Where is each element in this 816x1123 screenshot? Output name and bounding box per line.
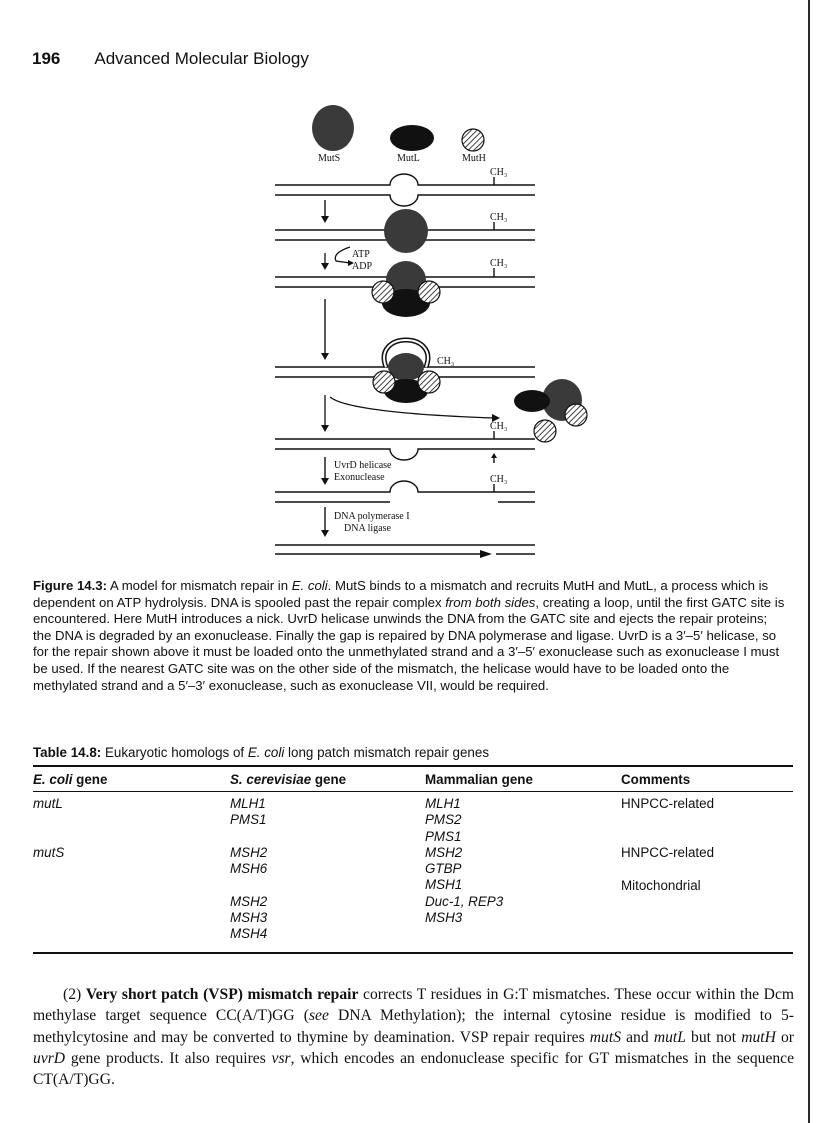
ch3-label: CH₃ [490,421,508,432]
mammal-entry: Duc-1, REP3 [425,893,504,909]
table-cell-comment: HNPCC-related [621,796,715,811]
col-header-scer [230,772,346,787]
muth-ejected-right [565,404,587,426]
mutl-ejected [514,390,550,412]
table-body [33,792,793,952]
caption-text: . MutS binds to a mismatch and recruits MutH and MutL, a process which is dependent on ATP hydrolysis. DNA is spooled past the repair complex [33,578,769,610]
mammal-entry: MSH3 [425,910,463,926]
muth-complex-right [418,281,440,303]
mutl-protein [390,125,434,151]
caption-text: , creating a loop, until the first GATC site is encountered. Here MutH introduces a nick. UvrD helicase unwinds the DNA from the GATC site and ejects the repair proteins; the DNA is degraded by an exonuclease. Finally the gap is repaired by DNA polymerase and ligase. UvrD is a 3′–5′ helicase, so for the repair shown above it must be loaded onto the unmethylated strand and a 3′–5′ exonuclease such as exonuclease I must be used. If the nearest GATC site was on the other side of the mismatch, the helicase would have to be loaded onto the methylated strand and a 5′–3′ exonuclease, such as exonuclease VII, would be required. [33,594,785,693]
muth-complex-left [372,281,394,303]
col-header-ecoli-species: E. coli [33,772,73,787]
ch3-label: CH₃ [490,167,508,178]
table-label: Table 14.8: [33,745,102,760]
caption-text: A model for mismatch repair in [107,578,292,593]
table-title [33,745,489,760]
uvrd-label: UvrD helicase [334,460,392,471]
mammal-entry: MLH1 [425,796,461,811]
table-cell-mammal [425,796,503,926]
exonuclease-label: Exonuclease [334,472,385,483]
scer-entry: MSH2 [230,844,268,860]
table-cell-scer [230,796,267,943]
scer-entry: PMS1 [230,812,267,828]
scer-entry: MLH1 [230,796,266,811]
ch3-label: CH₃ [490,258,508,269]
mammal-entry: MSH2 [425,844,463,860]
muts-label: MutS [318,153,341,164]
caption-species: E. coli [291,578,328,593]
table-title-text: Eukaryotic homologs of [101,745,248,760]
table-cell-comment: Mitochondrial [621,878,701,893]
dna-polymerase-label: DNA polymerase I [334,511,410,522]
mammal-entry: GTBP [425,861,462,877]
gene-name: vsr [271,1049,291,1067]
body-text: DNA Methylation); the internal cytosine residue is modified to 5-methylcytosine and may be converted to thymine by deamination. VSP repair requires [33,1007,794,1046]
body-term: Very short patch (VSP) mismatch repair [85,986,359,1003]
muts-protein [312,105,354,151]
muth-ejected-left [534,420,556,442]
mammal-entry: PMS2 [425,812,462,828]
adp-label: ADP [352,261,373,272]
muts-bound [384,209,428,253]
mammal-entry: PMS1 [425,828,462,844]
strand-direction-arrow [480,550,492,558]
muth-loop-right [418,371,440,393]
body-text: corrects T residues in G:T mismatches. These occur within the Dcm methylase target sequence CC(A/T)GG ( [33,986,794,1025]
body-text: and [620,1028,654,1046]
table-bottom-rule [33,952,793,954]
col-header-ecoli-suffix: gene [72,772,108,787]
body-text: but not [685,1028,742,1046]
table-cell-comment: HNPCC-related [621,845,715,860]
scer-entry: MSH6 [230,861,268,877]
ch3-label: CH₃ [437,356,455,367]
atp-label: ATP [352,249,370,260]
figure-caption [33,578,785,694]
mutl-label: MutL [397,153,420,164]
dna-ligase-label: DNA ligase [344,523,391,534]
gene-name: mutS [589,1028,621,1046]
col-header-scer-species: S. cerevisiae [230,772,312,787]
body-crossref: see [308,1007,329,1025]
scer-entry: MSH4 [230,926,268,942]
body-paragraph [33,984,794,1090]
scer-entry: MSH3 [230,910,268,926]
table-title-species: E. coli [247,745,285,760]
ch3-label: CH₃ [490,212,508,223]
body-text: (2) [63,986,86,1003]
dna-step7 [275,545,535,554]
running-title: Advanced Molecular Biology [94,49,309,68]
dna-step5 [275,431,535,463]
page-number: 196 [32,49,61,68]
muth-protein [462,129,484,151]
ch3-label: CH₃ [490,474,508,485]
dna-step1 [275,174,535,206]
muth-label: MutH [462,153,486,164]
muth-loop-left [373,371,395,393]
gene-name: uvrD [33,1049,66,1067]
vsp-paragraph [33,984,794,1090]
col-header-ecoli [33,772,107,787]
mammal-entry: MSH1 [425,877,463,893]
body-text: or [775,1028,795,1046]
scer-entry: MSH2 [230,893,268,909]
col-header-scer-suffix: gene [311,772,347,787]
col-header-mammal: Mammalian gene [425,772,533,787]
table-header-row [33,767,793,791]
homolog-table [33,765,793,954]
mismatch-repair-figure [240,95,600,570]
gene-name: mutH [741,1028,776,1046]
col-header-comments: Comments [621,772,691,787]
body-text: gene products. It also requires [65,1049,272,1067]
table-cell-gene: mutL [33,796,63,811]
page-edge-rule [808,0,810,1123]
body-text: , which encodes an endonuclease specific for GT mismatches in the sequence CT(A/T)GG. [33,1049,794,1089]
running-header [32,49,309,69]
caption-emphasis: from both sides [445,594,536,610]
gene-name: mutL [653,1028,686,1046]
caption-label: Figure 14.3: [33,578,108,593]
table-title-text: long patch mismatch repair genes [284,745,490,760]
table-cell-gene: mutS [33,845,65,860]
